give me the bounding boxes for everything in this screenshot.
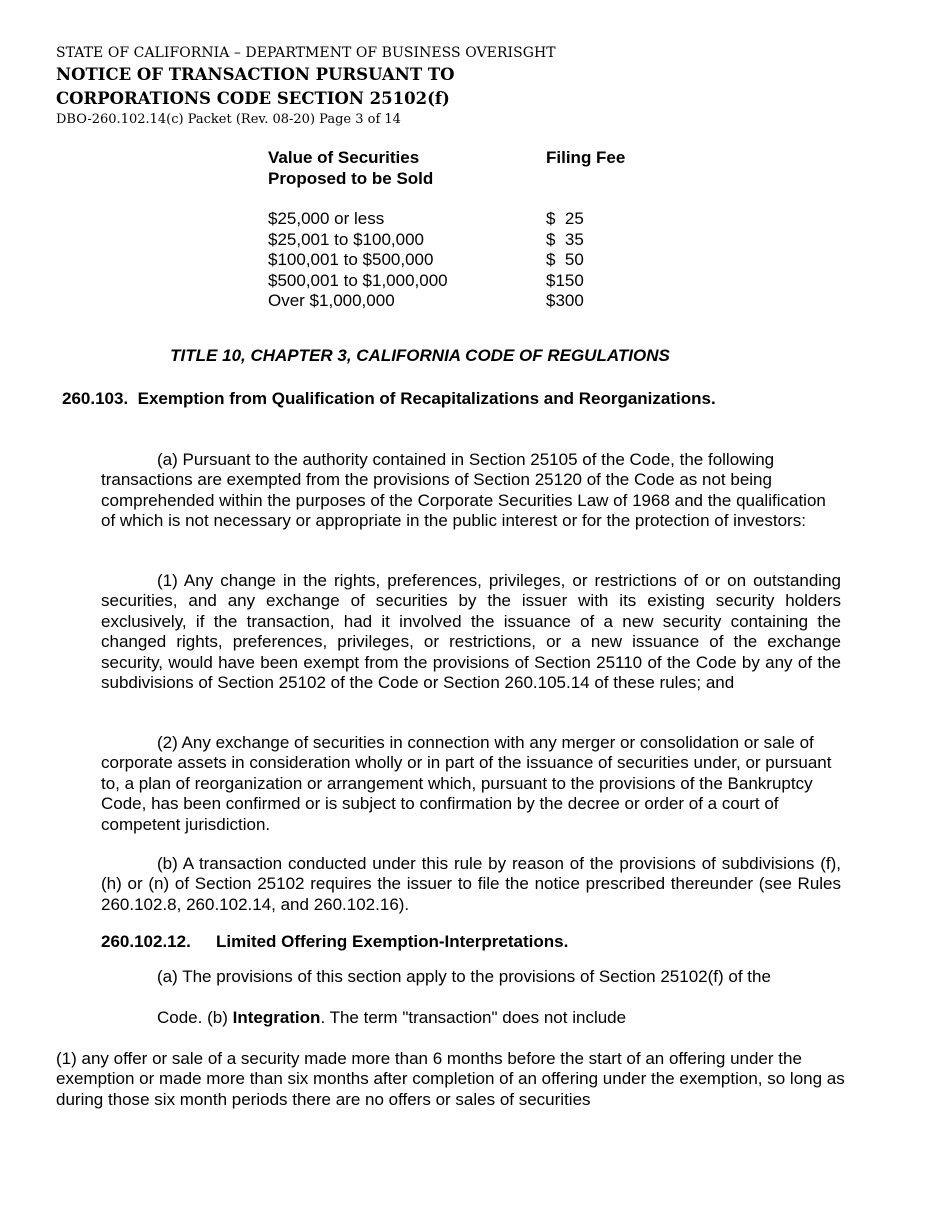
paragraph-1 [101,571,841,693]
agency-name: STATE OF CALIFORNIA – DEPARTMENT OF BUSINESS OVERISGHT [56,45,556,61]
paragraph-b-text: (b) A transaction conducted under this rule by reason of the provisions of subdivisions (f), (h) or (n) of Section 25102 requires the issuer to file the notice prescribed thereunder (see Rules 260.102.8, 260.102.14, and 260.102.16). [101,854,841,914]
paragraph-a-text: (a) Pursuant to the authority contained in Section 25105 of the Code, the following transactions are exempted from the provisions of Section 25120 of the Code as not being comprehended within the purposes of the Corporate Securities Law of 1968 and the qualification of which is not necessary or appropriate in the public interest or for the protection of investors: [101,450,826,531]
fee-row [268,230,625,251]
paragraph-a [101,450,841,532]
fee-row-range: $500,001 to $1,000,000 [268,270,448,290]
value-column-header [268,148,546,189]
integration-term: Integration [232,1008,321,1027]
form-id-page-number: DBO-260.102.14(c) Packet (Rev. 08-20) Page 3 of 14 [56,112,401,127]
value-header-line-1: Value of Securities [268,148,420,167]
regulations-title: TITLE 10, CHAPTER 3, CALIFORNIA CODE OF REGULATIONS [170,346,670,365]
form-title-line-2: CORPORATIONS CODE SECTION 25102(f) [56,89,450,108]
section-260-102-12-heading [101,932,568,952]
fee-row-range: $25,001 to $100,000 [268,229,424,249]
subsection-b-line [157,1008,626,1028]
section-number: 260.102.12. [101,932,191,951]
form-title-line-1: NOTICE OF TRANSACTION PURSUANT TO [56,65,455,84]
fee-column-header: Filing Fee [546,148,626,167]
form-header [56,43,556,129]
paragraph-2 [101,733,841,835]
value-header-line-2: Proposed to be Sold [268,168,434,188]
fee-row-amount: $300 [546,291,584,310]
filing-fee-table [268,148,625,312]
subsection-a-line: (a) The provisions of this section apply to the provisions of Section 25102(f) of the [157,967,771,986]
paragraph-1-integration: (1) any offer or sale of a security made more than 6 months before the start of an offering under the exemption or made more than six months after completion of an offering under the exemption, so long as during those six month periods there are no offers or sales of securities [56,1049,845,1109]
fee-row-amount: $ 35 [546,229,584,249]
section-260-103-heading: 260.103. Exemption from Qualification of Recapitalizations and Reorganizations. [62,389,716,408]
fee-row [268,271,625,292]
fee-row [268,209,625,230]
subsection-b-prefix: Code. (b) [157,1008,233,1027]
subsection-b-suffix: . The term "transaction" does not include [320,1008,627,1027]
fee-row [268,250,625,271]
paragraph-b [101,854,841,915]
fee-row-amount: $ 25 [546,209,584,228]
fee-row-range: $100,001 to $500,000 [268,250,434,269]
fee-row-range: $25,000 or less [268,209,385,228]
section-title: Limited Offering Exemption-Interpretations. [216,932,569,951]
fee-row-amount: $ 50 [546,250,584,269]
paragraph-2-text: (2) Any exchange of securities in connection with any merger or consolidation or sale of corporate assets in consideration wholly or in part of the issuance of securities under, or pursuant to, a plan of reorganization or arrangement which, pursuant to the provisions of the Bankruptcy Code, has been confirmed or is subject to confirmation by the decree or order of a court of competent jurisdiction. [101,733,832,834]
fee-table-header [268,148,625,189]
fee-row-amount: $150 [546,270,584,290]
fee-row-range: Over $1,000,000 [268,291,395,310]
paragraph-1-text: (1) Any change in the rights, preferences, privileges, or restrictions of or on outstanding securities, and any exchange of securities by the issuer with its existing security holders exclusively, if the transaction, had it involved the issuance of a new security containing the changed rights, preferences, privileges, or restrictions, or a new issuance of the exchange security, would have been exempt from the provisions of Section 25110 of the Code by any of the subdivisions of Section 25102 of the Code or Section 260.105.14 of these rules; and [101,571,841,693]
fee-row [268,291,625,312]
